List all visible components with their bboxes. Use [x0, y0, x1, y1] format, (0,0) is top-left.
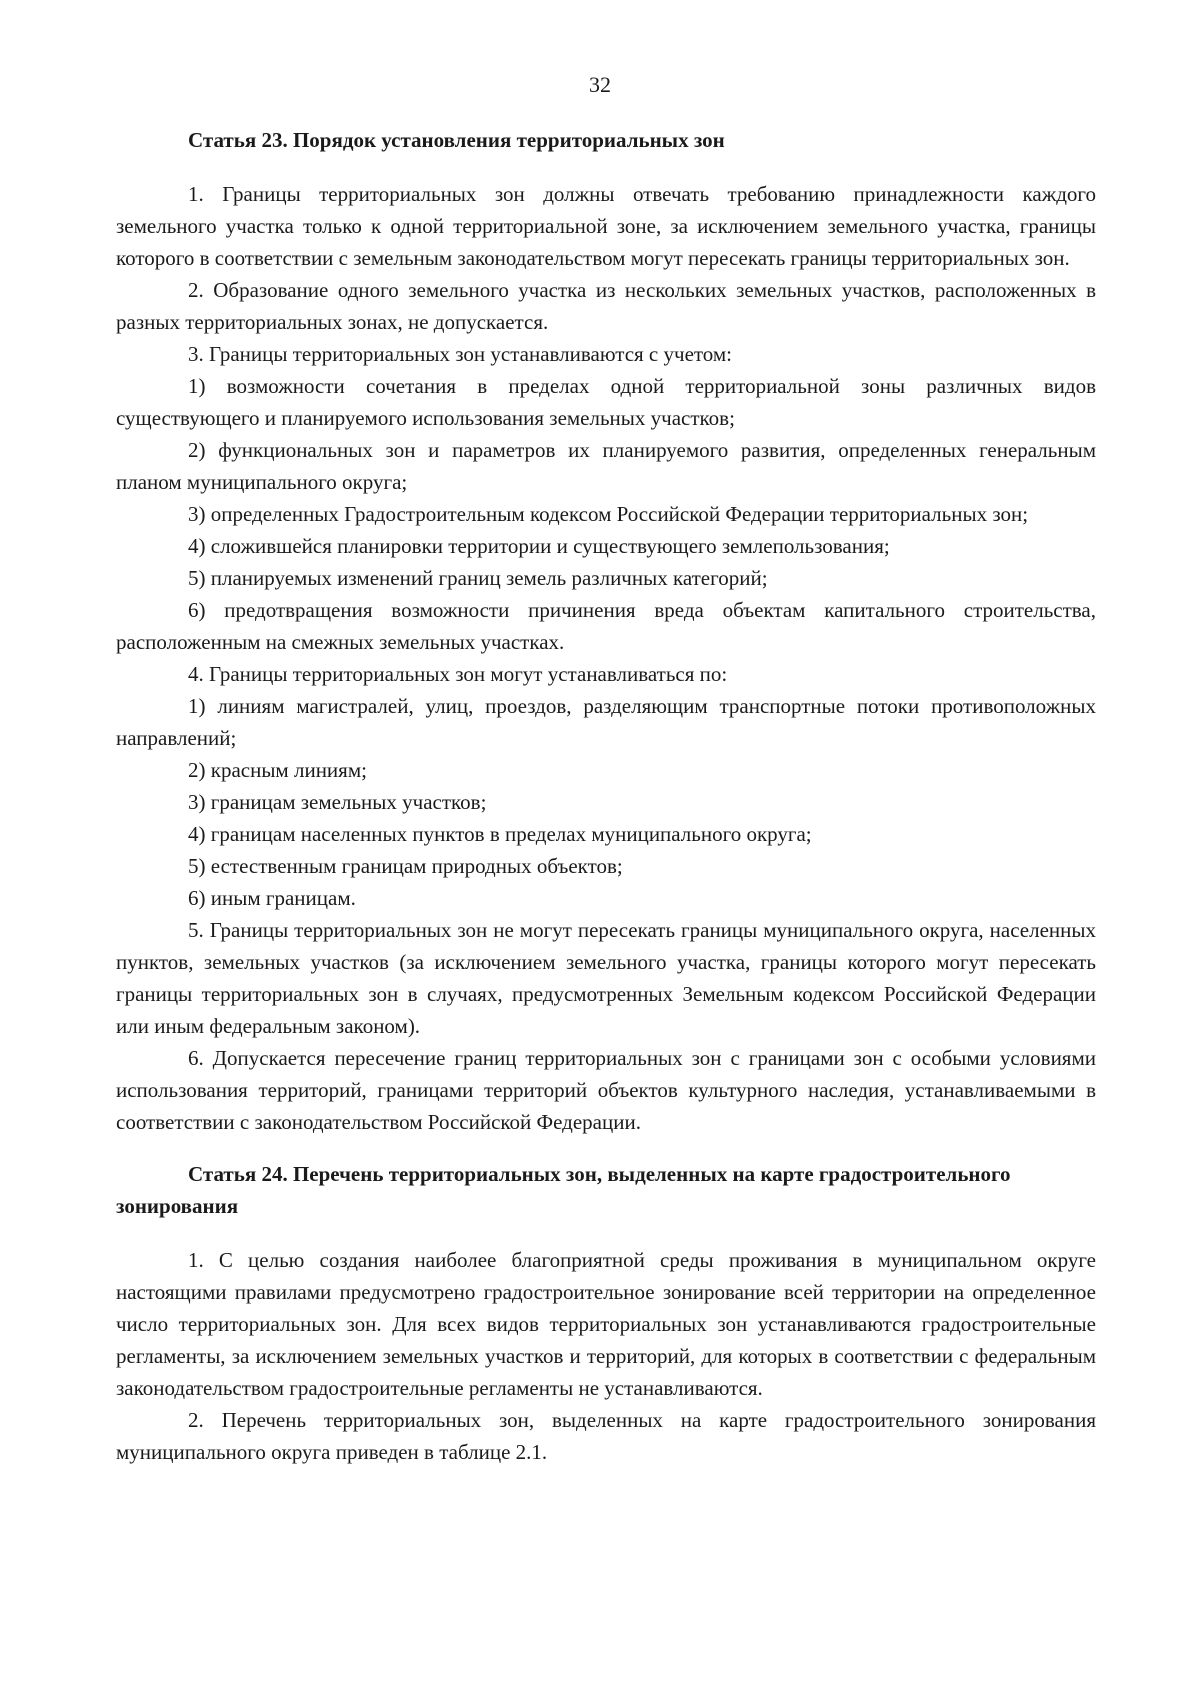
- article-23-list-item: 6) предотвращения возможности причинения вреда объектам капитального строительства, расположенным на смежных земельных участках.: [116, 598, 1096, 654]
- article-23-paragraph: 4. Границы территориальных зон могут устанавливаться по:: [188, 662, 728, 686]
- article-24-title: Статья 24. Перечень территориальных зон, выделенных на карте градостроительного зонирования: [116, 1162, 1011, 1218]
- article-23-list-item: 1) линиям магистралей, улиц, проездов, разделяющим транспортные потоки противоположных направлений;: [116, 694, 1096, 750]
- document-body: [116, 124, 1096, 1468]
- article-24-paragraph: 1. С целью создания наиболее благоприятной среды проживания в муниципальном округе настоящими правилами предусмотрено градостроительное зонирование всей территории на определенное число территориальных зон. Для всех видов территориальных зон устанавливаются градостроительные регламенты, за исключением земельных участков и территорий, для которых в соответствии с федеральным законодательством градостроительные регламенты не устанавливаются.: [116, 1248, 1096, 1400]
- page-number: 32: [589, 72, 611, 97]
- article-23-list-item: 3) границам земельных участков;: [188, 790, 487, 814]
- article-23-list-item: 2) красным линиям;: [188, 758, 367, 782]
- article-23-list-item: 4) сложившейся планировки территории и существующего землепользования;: [188, 534, 890, 558]
- article-23-list-item: 3) определенных Градостроительным кодексом Российской Федерации территориальных зон;: [188, 502, 1029, 526]
- article-23-paragraph: 1. Границы территориальных зон должны отвечать требованию принадлежности каждого земельного участка только к одной территориальной зоне, за исключением земельного участка, границы которого в соответствии с земельным законодательством могут пересекать границы территориальных зон.: [116, 182, 1096, 270]
- article-23-list-item: 5) планируемых изменений границ земель различных категорий;: [188, 566, 768, 590]
- article-24-paragraph: 2. Перечень территориальных зон, выделенных на карте градостроительного зонирования муниципального округа приведен в таблице 2.1.: [116, 1408, 1096, 1464]
- article-23-paragraph: 2. Образование одного земельного участка из нескольких земельных участков, расположенных в разных территориальных зонах, не допускается.: [116, 278, 1096, 334]
- article-23-paragraph: 3. Границы территориальных зон устанавливаются с учетом:: [188, 342, 733, 366]
- article-23-title: Статья 23. Порядок установления территориальных зон: [188, 128, 725, 152]
- article-23-list-item: 4) границам населенных пунктов в пределах муниципального округа;: [188, 822, 812, 846]
- article-23-list-item: 2) функциональных зон и параметров их планируемого развития, определенных генеральным планом муниципального округа;: [116, 438, 1096, 494]
- article-23-paragraph: 6. Допускается пересечение границ территориальных зон с границами зон с особыми условиями использования территорий, границами территорий объектов культурного наследия, устанавливаемыми в соответствии с законодательством Российской Федерации.: [116, 1046, 1096, 1134]
- article-23-paragraph: 5. Границы территориальных зон не могут пересекать границы муниципального округа, населенных пунктов, земельных участков (за исключением земельного участка, границы которого могут пересекать границы территориальных зон в случаях, предусмотренных Земельным кодексом Российской Федерации или иным федеральным законом).: [116, 918, 1096, 1038]
- article-23-list-item: 6) иным границам.: [188, 886, 356, 910]
- article-23-list-item: 5) естественным границам природных объектов;: [188, 854, 623, 878]
- article-23-list-item: 1) возможности сочетания в пределах одной территориальной зоны различных видов существующего и планируемого использования земельных участков;: [116, 374, 1096, 430]
